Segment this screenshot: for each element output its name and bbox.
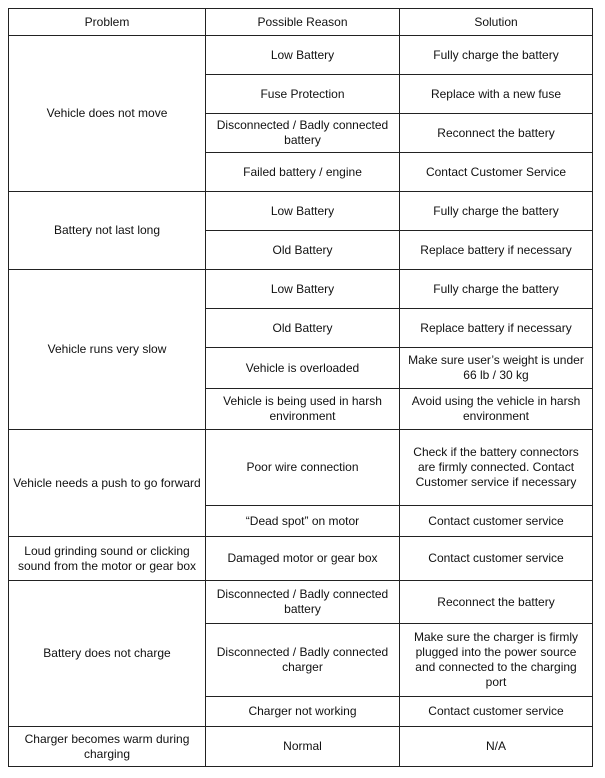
reason-cell: Low Battery [206, 192, 400, 231]
solution-cell: Contact customer service [400, 697, 593, 727]
problem-cell: Battery not last long [9, 192, 206, 270]
reason-cell: Old Battery [206, 231, 400, 270]
solution-cell: Make sure the charger is firmly plugged into the power source and connected to the charging port [400, 624, 593, 697]
reason-cell: Disconnected / Badly connected battery [206, 114, 400, 153]
header-problem: Problem [9, 9, 206, 36]
header-solution: Solution [400, 9, 593, 36]
solution-cell: Fully charge the battery [400, 36, 593, 75]
solution-cell: Make sure user’s weight is under 66 lb / 30 kg [400, 348, 593, 389]
problem-cell: Battery does not charge [9, 581, 206, 727]
solution-cell: Fully charge the battery [400, 270, 593, 309]
table-row [9, 581, 593, 624]
troubleshooting-table-wrapper [8, 8, 592, 767]
problem-cell: Vehicle runs very slow [9, 270, 206, 430]
reason-cell: Vehicle is being used in harsh environment [206, 389, 400, 430]
solution-cell: Contact customer service [400, 506, 593, 537]
table-row [9, 430, 593, 506]
solution-cell: Replace battery if necessary [400, 309, 593, 348]
reason-cell: Damaged motor or gear box [206, 537, 400, 581]
solution-cell: Reconnect the battery [400, 114, 593, 153]
troubleshooting-table [8, 8, 593, 767]
reason-cell: Normal [206, 727, 400, 767]
solution-cell: N/A [400, 727, 593, 767]
solution-cell: Contact customer service [400, 537, 593, 581]
table-row [9, 192, 593, 231]
solution-cell: Fully charge the battery [400, 192, 593, 231]
solution-cell: Reconnect the battery [400, 581, 593, 624]
reason-cell: Fuse Protection [206, 75, 400, 114]
solution-cell: Replace battery if necessary [400, 231, 593, 270]
problem-cell: Loud grinding sound or clicking sound from the motor or gear box [9, 537, 206, 581]
solution-cell: Replace with a new fuse [400, 75, 593, 114]
reason-cell: Low Battery [206, 36, 400, 75]
reason-cell: Vehicle is overloaded [206, 348, 400, 389]
table-row [9, 537, 593, 581]
reason-cell: “Dead spot” on motor [206, 506, 400, 537]
reason-cell: Charger not working [206, 697, 400, 727]
reason-cell: Disconnected / Badly connected charger [206, 624, 400, 697]
reason-cell: Old Battery [206, 309, 400, 348]
header-row [9, 9, 593, 36]
solution-cell: Contact Customer Service [400, 153, 593, 192]
table-row [9, 270, 593, 309]
problem-cell: Vehicle does not move [9, 36, 206, 192]
reason-cell: Poor wire connection [206, 430, 400, 506]
reason-cell: Low Battery [206, 270, 400, 309]
problem-cell: Vehicle needs a push to go forward [9, 430, 206, 537]
solution-cell: Avoid using the vehicle in harsh environment [400, 389, 593, 430]
solution-cell: Check if the battery connectors are firmly connected. Contact Customer service if necessary [400, 430, 593, 506]
reason-cell: Disconnected / Badly connected battery [206, 581, 400, 624]
reason-cell: Failed battery / engine [206, 153, 400, 192]
header-possible-reason: Possible Reason [206, 9, 400, 36]
table-row [9, 727, 593, 767]
table-row [9, 36, 593, 75]
problem-cell: Charger becomes warm during charging [9, 727, 206, 767]
